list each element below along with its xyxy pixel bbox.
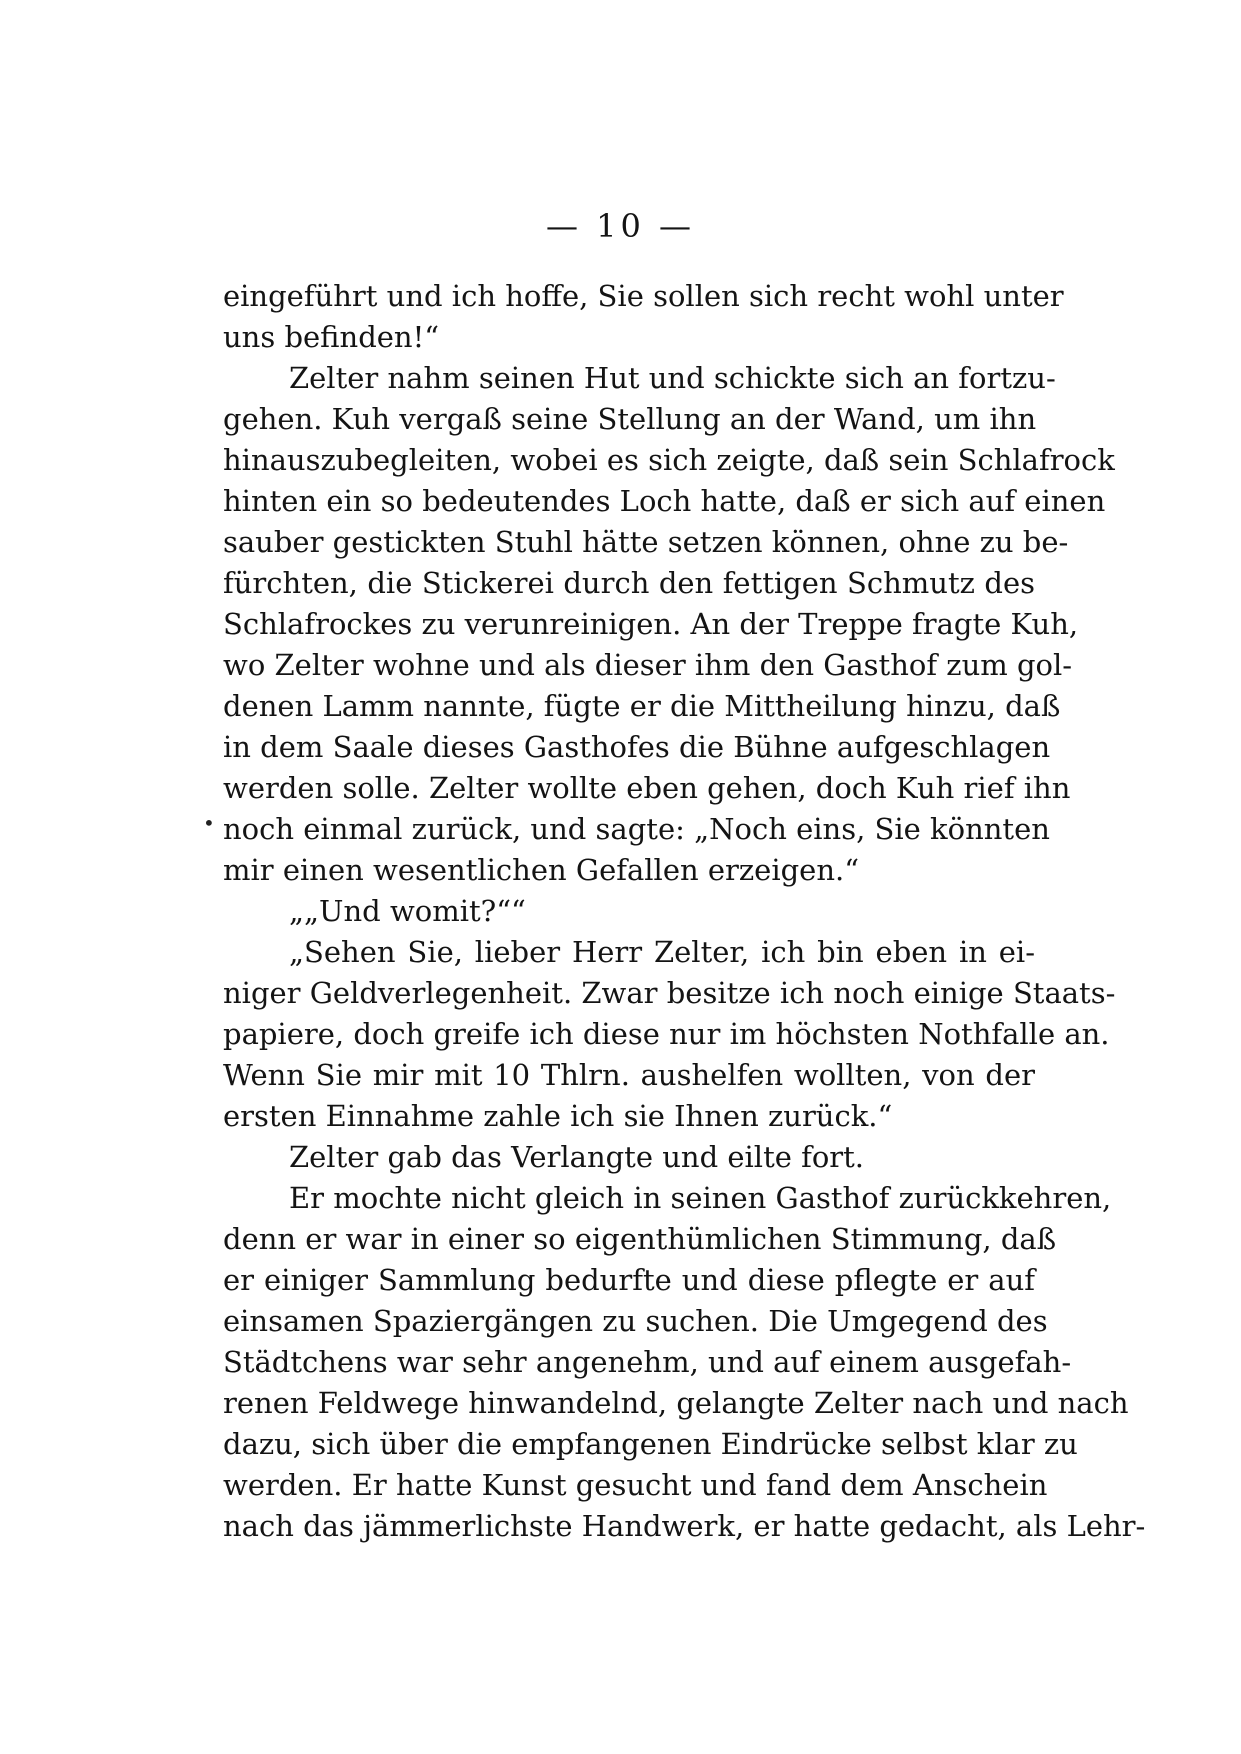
text-line: einsamen Spaziergängen zu suchen. Die Umgegend des [223,1304,1048,1338]
text-line: wo Zelter wohne und als dieser ihm den Gasthof zum gol- [223,648,1073,682]
text-line: nach das jämmerlichste Handwerk, er hatte gedacht, als Lehr- [223,1509,1146,1543]
text-line: in dem Saale dieses Gasthofes die Bühne aufgeschlagen [223,730,1051,764]
text-line: noch einmal zurück, und sagte: „Noch eins, Sie könnten [223,812,1050,846]
text-line: Zelter gab das Verlangte und eilte fort. [289,1140,865,1174]
text-line: dazu, sich über die empfangenen Eindrücke selbst klar zu [223,1427,1078,1461]
text-line: werden. Er hatte Kunst gesucht und fand dem Anschein [223,1468,1048,1502]
text-line: hinten ein so bedeutendes Loch hatte, daß er sich auf einen [223,484,1106,518]
text-line: hinauszubegleiten, wobei es sich zeigte, daß sein Schlafrock [223,443,1115,477]
text-line: Wenn Sie mir mit 10 Thlrn. aushelfen wollten, von der [223,1058,1035,1092]
text-line: denn er war in einer so eigenthümlichen Stimmung, daß [223,1222,1057,1256]
text-line: eingeführt und ich hoffe, Sie sollen sich recht wohl unter [223,279,1064,313]
text-line: sauber gestickten Stuhl hätte setzen können, ohne zu be- [223,525,1069,559]
text-line: „„Und womit?““ [289,894,526,928]
text-line: Er mochte nicht gleich in seinen Gasthof zurückkehren, [289,1181,1112,1215]
text-line: mir einen wesentlichen Gefallen erzeigen.“ [223,853,860,887]
text-line: renen Feldwege hinwandelnd, gelangte Zelter nach und nach [223,1386,1129,1420]
body-text [223,276,1146,1547]
text-line: fürchten, die Stickerei durch den fettigen Schmutz des [223,566,1035,600]
margin-mark: • [203,811,215,835]
text-line: uns befinden!“ [223,320,440,354]
page-number: — 10 — [545,207,696,245]
text-line: „Sehen Sie, lieber Herr Zelter, ich bin eben in ei- [289,935,1035,969]
text-line: Zelter nahm seinen Hut und schickte sich an fortzu- [289,361,1056,395]
text-line: papiere, doch greife ich diese nur im höchsten Nothfalle an. [223,1017,1110,1051]
text-line: niger Geldverlegenheit. Zwar besitze ich noch einige Staats- [223,976,1116,1010]
text-line: ersten Einnahme zahle ich sie Ihnen zurück.“ [223,1099,893,1133]
text-line: Städtchens war sehr angenehm, und auf einem ausgefah- [223,1345,1072,1379]
text-line: gehen. Kuh vergaß seine Stellung an der Wand, um ihn [223,402,1037,436]
text-line: er einiger Sammlung bedurfte und diese pflegte er auf [223,1263,1035,1297]
text-line: denen Lamm nannte, fügte er die Mittheilung hinzu, daß [223,689,1061,723]
text-line: Schlafrockes zu verunreinigen. An der Treppe fragte Kuh, [223,607,1079,641]
text-line: werden solle. Zelter wollte eben gehen, doch Kuh rief ihn [223,771,1071,805]
